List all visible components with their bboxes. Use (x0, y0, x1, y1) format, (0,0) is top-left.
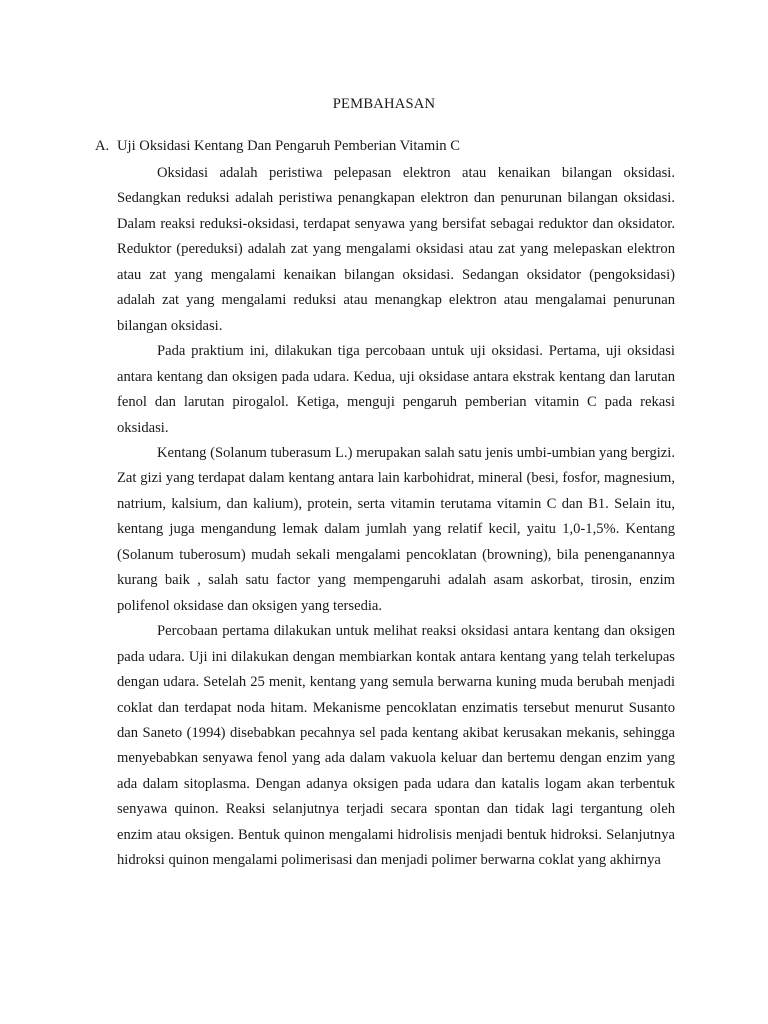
section-marker: A. (95, 138, 110, 154)
paragraph-percobaan-pertama: Percobaan pertama dilakukan untuk melihat reaksi oksidasi antara kentang dan oksigen pada udara. Uji ini dilakukan dengan membiarkan kontak antara kentang yang telah terkelupas dengan udara. Setelah 25 menit, kentang yang semula berwarna kuning muda berubah menjadi coklat dan terdapat noda hitam. Mekanisme pencoklatan enzimatis tersebut menurut Susanto dan Saneto (1994) disebabkan pecahnya sel pada kentang akibat kerusakan mekanis, sehingga menyebabkan senyawa fenol yang ada dalam vakuola keluar dan bertemu dengan enzim yang ada dalam sitoplasma. Dengan adanya oksigen pada udara dan katalis logam akan terbentuk senyawa quinon. Reaksi selanjutnya terjadi secara spontan dan tidak lagi tergantung oleh enzim atau oksigen. Bentuk quinon mengalami hidrolisis menjadi bentuk hidroksi. Selanjutnya hidroksi quinon mengalami polimerisasi dan menjadi polimer berwarna coklat yang akhirnya (117, 623, 675, 869)
page-title: PEMBAHASAN (332, 96, 436, 112)
body-text (117, 161, 675, 874)
section-heading (95, 138, 460, 155)
section-heading-text: Uji Oksidasi Kentang Dan Pengaruh Pemberian Vitamin C (117, 138, 460, 154)
paragraph-oksidasi-definition: Oksidasi adalah peristiwa pelepasan elektron atau kenaikan bilangan oksidasi. Sedangkan reduksi adalah peristiwa penangkapan elektron dan penurunan bilangan oksidasi. Dalam reaksi reduksi-oksidasi, terdapat senyawa yang bersifat sebagai reduktor dan oksidator. Reduktor (pereduksi) adalah zat yang mengalami oksidasi atau zat yang melepaskan elektron atau zat yang mengalami kenaikan bilangan oksidasi. Sedangan oksidator (pengoksidasi) adalah zat yang mengalami reduksi atau menangkap elektron atau mengalamai penurunan bilangan oksidasi. (117, 165, 675, 334)
paragraph-praktikum-overview: Pada praktium ini, dilakukan tiga percobaan untuk uji oksidasi. Pertama, uji oksidasi antara kentang dan oksigen pada udara. Kedua, uji oksidase antara ekstrak kentang dan larutan fenol dan larutan pirogalol. Ketiga, menguji pengaruh pemberian vitamin C pada rekasi oksidasi. (117, 343, 675, 436)
paragraph-kentang-description: Kentang (Solanum tuberasum L.) merupakan salah satu jenis umbi-umbian yang bergizi. Zat gizi yang terdapat dalam kentang antara lain karbohidrat, mineral (besi, fosfor, magnesium, natrium, kalsium, dan kalium), protein, serta vitamin terutama vitamin C dan B1. Selain itu, kentang juga mengandung lemak dalam jumlah yang relatif kecil, yaitu 1,0-1,5%. Kentang (Solanum tuberosum) mudah sekali mengalami pencoklatan (browning), bila penenganannya kurang baik , salah satu factor yang mempengaruhi adalah asam askorbat, tirosin, enzim polifenol oksidase dan oksigen yang tersedia. (117, 444, 675, 614)
